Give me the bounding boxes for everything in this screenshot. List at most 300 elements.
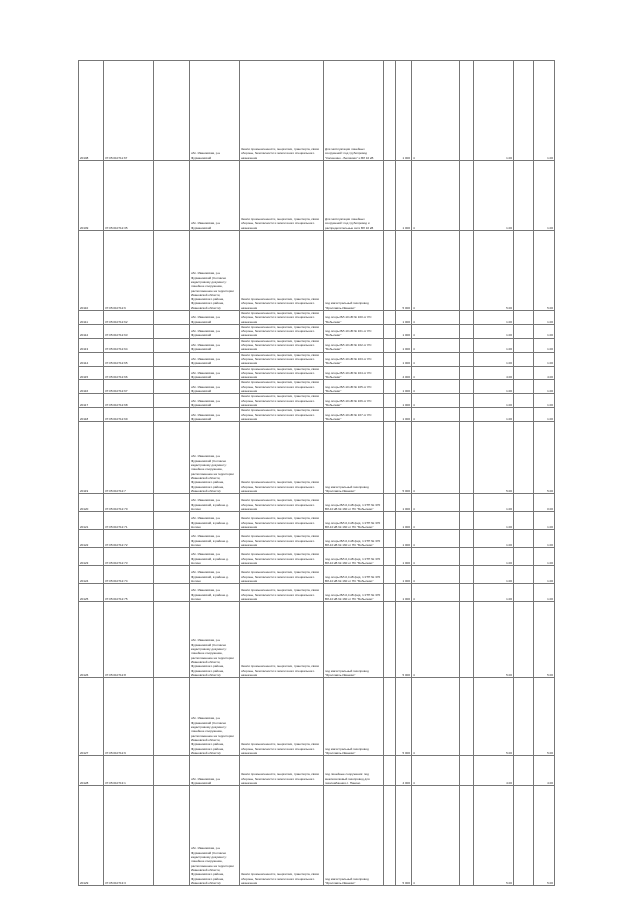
area-cell: 1 000 <box>396 530 412 548</box>
value-cell: 1.00 <box>534 324 555 338</box>
empty-cell <box>384 61 396 161</box>
empty-cell <box>154 548 190 566</box>
empty-cell <box>384 512 396 530</box>
address-cell: обл. Ивановская, р-н Фурмановский (Согласно кадастровому документу: линейное сооружение, расположенное на территории Ивановской области, Фурмановского района, Фурмановского района, Ивановской области) <box>190 231 240 311</box>
empty-cell <box>154 584 190 602</box>
row-number-cell: 20119 <box>79 422 104 494</box>
empty-cell <box>460 566 474 584</box>
address-cell: обл. Ивановская, р-н Фурмановский <box>190 352 240 366</box>
empty-cell <box>384 602 396 678</box>
permitted-use-cell: под опоры ВЛ-0,4 кВ фид. 1 КТП № 370 ВЛ-10 кВ № 160 от ПС "Бобылево" <box>324 530 384 548</box>
empty-cell <box>460 311 474 325</box>
permitted-use-cell: под магистральный газопровод "Ярославль-Иваново" <box>324 602 384 678</box>
rate-cell: 1.00 <box>474 394 514 408</box>
table-row <box>79 566 555 584</box>
area-cell: 1 000 <box>396 380 412 394</box>
cadastral-number-cell: 37:05:010712:68 <box>104 394 154 408</box>
cadastral-number-cell: 37:05:010712:7 <box>104 422 154 494</box>
code-cell: 4 <box>412 678 460 756</box>
rate-cell: 5.00 <box>474 602 514 678</box>
area-cell: 4 000 <box>396 366 412 380</box>
cadastral-number-cell: 37:05:010712:74 <box>104 566 154 584</box>
permitted-use-cell: под опоры ВЛ-10 кВ № 164 от РС "Бобылево" <box>324 366 384 380</box>
address-cell: обл. Ивановская, р-н Фурмановский <box>190 394 240 408</box>
code-cell: 4 <box>412 338 460 352</box>
code-cell: 4 <box>412 602 460 678</box>
value-cell: 1.00 <box>534 566 555 584</box>
empty-cell <box>384 380 396 394</box>
cadastral-number-cell: 37:05:010712:9 <box>104 678 154 756</box>
address-cell: обл. Ивановская, р-н Фурмановский, в районе д. Ногино <box>190 512 240 530</box>
row-number-cell: 20127 <box>79 678 104 756</box>
land-category-cell: Земли промышленности, энергетики, транспорта, связи обороны, безопасности и земли иного специального назначения <box>240 602 324 678</box>
rate-cell: 5.00 <box>474 786 514 886</box>
empty-cell <box>460 408 474 422</box>
permitted-use-cell: под опоры ВЛ-10 кВ № 167 от РС "Бобылево" <box>324 408 384 422</box>
empty-cell <box>460 161 474 231</box>
table-row <box>79 366 555 380</box>
empty-cell <box>514 408 534 422</box>
rate-cell: 1.00 <box>474 408 514 422</box>
empty-cell <box>384 530 396 548</box>
cadastral-number-cell: 37:05:010712:8 <box>104 602 154 678</box>
cadastral-number-cell: 37:05:010712:66 <box>104 366 154 380</box>
empty-cell <box>384 311 396 325</box>
land-category-cell: Земли промышленности, энергетики, транспорта, связи обороны, безопасности и земли иного специального назначения <box>240 380 324 394</box>
row-number-cell: 20111 <box>79 311 104 325</box>
permitted-use-cell: под магистральный газопровод "Ярославль-Иваново" <box>324 678 384 756</box>
value-cell: 1.00 <box>534 408 555 422</box>
cadastral-number-cell: 37:05:010713:1 <box>104 756 154 786</box>
table-row <box>79 512 555 530</box>
empty-cell <box>514 512 534 530</box>
code-cell: 4 <box>412 756 460 786</box>
row-number-cell: 20126 <box>79 602 104 678</box>
empty-cell <box>384 366 396 380</box>
address-cell: обл. Ивановская, р-н Фурмановский, в районе д. Ногино <box>190 494 240 512</box>
empty-cell <box>460 494 474 512</box>
permitted-use-cell: под опоры ВЛ-10 кВ № 162 от РС "Бобылево" <box>324 338 384 352</box>
land-category-cell: Земли промышленности, энергетики, транспорта, связи обороны, безопасности и земли иного специального назначения <box>240 494 324 512</box>
empty-cell <box>460 512 474 530</box>
land-category-cell: Земли промышленности, энергетики, транспорта, связи обороны, безопасности и земли иного специального назначения <box>240 366 324 380</box>
land-category-cell: Земли промышленности, энергетики, транспорта, связи обороны, безопасности и земли иного специального назначения <box>240 231 324 311</box>
code-cell: 4 <box>412 422 460 494</box>
row-number-cell: 20109 <box>79 161 104 231</box>
row-number-cell: 20118 <box>79 408 104 422</box>
value-cell: 1.00 <box>534 548 555 566</box>
empty-cell <box>460 338 474 352</box>
table-row <box>79 61 555 161</box>
address-cell: обл. Ивановская, р-н Фурмановский, в районе д. Ногино <box>190 584 240 602</box>
empty-cell <box>384 231 396 311</box>
area-cell: 1 000 <box>396 338 412 352</box>
empty-cell <box>154 61 190 161</box>
area-cell: 5 000 <box>396 422 412 494</box>
area-cell: 1 000 <box>396 512 412 530</box>
empty-cell <box>460 422 474 494</box>
rate-cell: 1.00 <box>474 380 514 394</box>
cadastral-number-cell: 37:05:010712:63 <box>104 324 154 338</box>
empty-cell <box>154 756 190 786</box>
rate-cell: 1.00 <box>474 311 514 325</box>
empty-cell <box>460 380 474 394</box>
value-cell: 5.00 <box>534 422 555 494</box>
address-cell: обл. Ивановская, р-н Фурмановский (Согласно кадастровому документу: линейное сооружение, расположенное на территории Ивановской области, Фурмановского района, Фурмановского района, Ивановской области) <box>190 422 240 494</box>
code-cell: 4 <box>412 231 460 311</box>
empty-cell <box>514 756 534 786</box>
value-cell: 1.00 <box>534 394 555 408</box>
value-cell: 0.00 <box>534 494 555 512</box>
permitted-use-cell: под опоры ВЛ-10 кВ № 160 от РС "Бобылево" <box>324 311 384 325</box>
empty-cell <box>460 678 474 756</box>
land-category-cell: Земли промышленности, энергетики, транспорта, связи обороны, безопасности и земли иного специального назначения <box>240 678 324 756</box>
value-cell: 5.00 <box>534 678 555 756</box>
permitted-use-cell: под опоры ВЛ-0,4 кВ фид. 1 КТП № 370 ВЛ-10 кВ № 160 от ПС "Бобылево" <box>324 494 384 512</box>
permitted-use-cell: Для эксплуатации линейных сооружений: под трубопровод и распределительные сети ВЛ 10 кВ <box>324 161 384 231</box>
empty-cell <box>384 494 396 512</box>
table-row <box>79 602 555 678</box>
value-cell: 1.00 <box>534 338 555 352</box>
empty-cell <box>154 161 190 231</box>
area-cell: 5 000 <box>396 231 412 311</box>
row-number-cell: 20108 <box>79 61 104 161</box>
empty-cell <box>384 422 396 494</box>
area-cell: 1 000 <box>396 408 412 422</box>
row-number-cell: 20128 <box>79 756 104 786</box>
row-number-cell: 20120 <box>79 494 104 512</box>
land-category-cell: Земли промышленности, энергетики, транспорта, связи обороны, безопасности и земли иного специального назначения <box>240 338 324 352</box>
code-cell: 4 <box>412 366 460 380</box>
land-category-cell: Земли промышленности, энергетики, транспорта, связи обороны, безопасности и земли иного специального назначения <box>240 756 324 786</box>
empty-cell <box>514 678 534 756</box>
empty-cell <box>154 678 190 756</box>
empty-cell <box>384 678 396 756</box>
empty-cell <box>154 324 190 338</box>
permitted-use-cell: под магистральный газопровод "Ярославль-Иваново" <box>324 422 384 494</box>
cadastral-number-cell: 37:05:010712:65 <box>104 352 154 366</box>
value-cell: 5.00 <box>534 602 555 678</box>
empty-cell <box>154 530 190 548</box>
land-category-cell: Земли промышленности, энергетики, транспорта, связи обороны, безопасности и земли иного специального назначения <box>240 584 324 602</box>
empty-cell <box>154 422 190 494</box>
value-cell: 1.00 <box>534 352 555 366</box>
area-cell: 5 000 <box>396 602 412 678</box>
permitted-use-cell: под опоры ВЛ-0,4 кВ фид. 1 КТП № 370 ВЛ-10 кВ № 160 от ПС "Бобылево" <box>324 512 384 530</box>
row-number-cell: 20125 <box>79 584 104 602</box>
empty-cell <box>384 408 396 422</box>
empty-cell <box>514 584 534 602</box>
row-number-cell: 20112 <box>79 324 104 338</box>
empty-cell <box>460 530 474 548</box>
row-number-cell: 20113 <box>79 338 104 352</box>
table-row <box>79 756 555 786</box>
rate-cell: 1.00 <box>474 530 514 548</box>
rate-cell: 1.00 <box>474 548 514 566</box>
address-cell: обл. Ивановская, р-н Фурмановский <box>190 61 240 161</box>
table-row <box>79 394 555 408</box>
cadastral-number-cell: 37:05:010712:6 <box>104 231 154 311</box>
permitted-use-cell: под опоры ВЛ-10 кВ № 163 от РС "Бобылево" <box>324 352 384 366</box>
table-row <box>79 338 555 352</box>
empty-cell <box>154 786 190 886</box>
value-cell: 4.00 <box>534 366 555 380</box>
empty-cell <box>514 161 534 231</box>
rate-cell: 1.00 <box>474 566 514 584</box>
cadastral-number-cell: 37:05:010712:72 <box>104 530 154 548</box>
land-category-cell: Земли промышленности, энергетики, транспорта, связи обороны, безопасности и земли иного специального назначения <box>240 548 324 566</box>
land-plots-table <box>78 60 555 886</box>
land-category-cell: Земли промышленности, энергетики, транспорта, связи обороны, безопасности и земли иного специального назначения <box>240 61 324 161</box>
land-category-cell: Земли промышленности, энергетики, транспорта, связи обороны, безопасности и земли иного специального назначения <box>240 786 324 886</box>
rate-cell: 4.00 <box>474 756 514 786</box>
address-cell: обл. Ивановская, р-н Фурмановский <box>190 161 240 231</box>
table-row <box>79 548 555 566</box>
rate-cell: 1.00 <box>474 584 514 602</box>
cadastral-number-cell: 37:05:010713:3 <box>104 786 154 886</box>
address-cell: обл. Ивановская, р-н Фурмановский <box>190 756 240 786</box>
address-cell: обл. Ивановская, р-н Фурмановский <box>190 311 240 325</box>
area-cell: 1 000 <box>396 394 412 408</box>
rate-cell: 5.00 <box>474 231 514 311</box>
value-cell: 5.00 <box>534 231 555 311</box>
cadastral-number-cell: 37:05:010711:67 <box>104 61 154 161</box>
area-cell: 1 000 <box>396 61 412 161</box>
empty-cell <box>514 324 534 338</box>
cadastral-number-cell: 37:05:010712:70 <box>104 494 154 512</box>
empty-cell <box>384 786 396 886</box>
table-row <box>79 231 555 311</box>
land-category-cell: Земли промышленности, энергетики, транспорта, связи обороны, безопасности и земли иного специального назначения <box>240 352 324 366</box>
permitted-use-cell: Для эксплуатации линейных сооружений: под трубопровод "Колюшино - Беликово" и ВЛ 10 кВ <box>324 61 384 161</box>
empty-cell <box>384 352 396 366</box>
empty-cell <box>384 161 396 231</box>
rate-cell: 1.00 <box>474 161 514 231</box>
empty-cell <box>154 394 190 408</box>
address-cell: обл. Ивановская, р-н Фурмановский <box>190 366 240 380</box>
permitted-use-cell: под опоры ВЛ-0,4 кВ фид. 1 КТП № 370 ВЛ-10 кВ № 160 от ПС "Бобылево" <box>324 548 384 566</box>
address-cell: обл. Ивановская, р-н Фурмановский (Согласно кадастровому документу: линейное сооружение, расположенное на территории Ивановской области, Фурмановского района, Фурмановского района, Ивановской области) <box>190 786 240 886</box>
code-cell: 4 <box>412 566 460 584</box>
table-row <box>79 311 555 325</box>
address-cell: обл. Ивановская, р-н Фурмановский <box>190 338 240 352</box>
empty-cell <box>384 394 396 408</box>
cadastral-number-cell: 37:05:010712:64 <box>104 338 154 352</box>
area-cell: 1 000 <box>396 566 412 584</box>
empty-cell <box>514 422 534 494</box>
area-cell: 1 000 <box>396 548 412 566</box>
value-cell: 1.00 <box>534 380 555 394</box>
empty-cell <box>514 394 534 408</box>
empty-cell <box>384 584 396 602</box>
permitted-use-cell: под магистральный газопровод "Ярославль-Иваново" <box>324 786 384 886</box>
table-row <box>79 352 555 366</box>
empty-cell <box>460 324 474 338</box>
table-row <box>79 786 555 886</box>
code-cell: 4 <box>412 584 460 602</box>
empty-cell <box>460 756 474 786</box>
land-category-cell: Земли промышленности, энергетики, транспорта, связи обороны, безопасности и земли иного специального назначения <box>240 394 324 408</box>
code-cell: 4 <box>412 161 460 231</box>
empty-cell <box>154 602 190 678</box>
empty-cell <box>460 548 474 566</box>
land-category-cell: Земли промышленности, энергетики, транспорта, связи обороны, безопасности и земли иного специального назначения <box>240 161 324 231</box>
rate-cell: 4.00 <box>474 366 514 380</box>
table-body <box>79 61 555 886</box>
value-cell: 1.00 <box>534 512 555 530</box>
empty-cell <box>154 408 190 422</box>
rate-cell: 5.00 <box>474 422 514 494</box>
address-cell: обл. Ивановская, р-н Фурмановский, в районе д. Ногино <box>190 530 240 548</box>
empty-cell <box>154 311 190 325</box>
cadastral-number-cell: 37:05:010712:71 <box>104 512 154 530</box>
area-cell: 1 000 <box>396 494 412 512</box>
value-cell: 1.00 <box>534 161 555 231</box>
table-row <box>79 408 555 422</box>
address-cell: обл. Ивановская, р-н Фурмановский <box>190 380 240 394</box>
empty-cell <box>154 512 190 530</box>
land-category-cell: Земли промышленности, энергетики, транспорта, связи обороны, безопасности и земли иного специального назначения <box>240 311 324 325</box>
address-cell: обл. Ивановская, р-н Фурмановский <box>190 324 240 338</box>
empty-cell <box>154 380 190 394</box>
empty-cell <box>460 584 474 602</box>
address-cell: обл. Ивановская, р-н Фурмановский <box>190 408 240 422</box>
empty-cell <box>384 324 396 338</box>
code-cell: 4 <box>412 786 460 886</box>
empty-cell <box>514 231 534 311</box>
empty-cell <box>514 61 534 161</box>
area-cell: 1 000 <box>396 324 412 338</box>
rate-cell: 1.00 <box>474 494 514 512</box>
code-cell: 4 <box>412 408 460 422</box>
row-number-cell: 20129 <box>79 786 104 886</box>
cadastral-number-cell: 37:05:010712:69 <box>104 408 154 422</box>
cadastral-number-cell: 37:05:010712:73 <box>104 548 154 566</box>
code-cell: 4 <box>412 352 460 366</box>
empty-cell <box>460 61 474 161</box>
rate-cell: 1.00 <box>474 61 514 161</box>
empty-cell <box>460 602 474 678</box>
row-number-cell: 20114 <box>79 352 104 366</box>
code-cell: 4 <box>412 394 460 408</box>
row-number-cell: 20115 <box>79 366 104 380</box>
empty-cell <box>154 366 190 380</box>
table-row <box>79 161 555 231</box>
empty-cell <box>514 338 534 352</box>
area-cell: 1 000 <box>396 311 412 325</box>
table-row <box>79 380 555 394</box>
value-cell: 1.00 <box>534 584 555 602</box>
cadastral-number-cell: 37:05:010712:75 <box>104 584 154 602</box>
empty-cell <box>460 366 474 380</box>
empty-cell <box>384 338 396 352</box>
land-category-cell: Земли промышленности, энергетики, транспорта, связи обороны, безопасности и земли иного специального назначения <box>240 408 324 422</box>
land-category-cell: Земли промышленности, энергетики, транспорта, связи обороны, безопасности и земли иного специального назначения <box>240 512 324 530</box>
permitted-use-cell: под опоры ВЛ-0,4 кВ фид. 1 КТП № 370 ВЛ-10 кВ № 160 от ПС "Бобылево" <box>324 566 384 584</box>
code-cell: 4 <box>412 324 460 338</box>
area-cell: 4 000 <box>396 756 412 786</box>
cadastral-number-cell: 37:05:010712:67 <box>104 380 154 394</box>
code-cell: 4 <box>412 530 460 548</box>
address-cell: обл. Ивановская, р-н Фурмановский, в районе д. Ногино <box>190 548 240 566</box>
empty-cell <box>384 756 396 786</box>
land-category-cell: Земли промышленности, энергетики, транспорта, связи обороны, безопасности и земли иного специального назначения <box>240 566 324 584</box>
row-number-cell: 20121 <box>79 512 104 530</box>
empty-cell <box>460 352 474 366</box>
permitted-use-cell: под опоры ВЛ-10 кВ № 165 от РС "Бобылево" <box>324 380 384 394</box>
permitted-use-cell: под линейные сооружения: под межпоселковый газопровод для газоснабжения с. Панино <box>324 756 384 786</box>
empty-cell <box>514 548 534 566</box>
empty-cell <box>384 566 396 584</box>
area-cell: 5 000 <box>396 786 412 886</box>
rate-cell: 5.00 <box>474 678 514 756</box>
empty-cell <box>514 530 534 548</box>
code-cell: 4 <box>412 512 460 530</box>
land-category-cell: Земли промышленности, энергетики, транспорта, связи обороны, безопасности и земли иного специального назначения <box>240 530 324 548</box>
area-cell: 1 000 <box>396 161 412 231</box>
permitted-use-cell: под магистральный газопровод "Ярославль-Иваново" <box>324 231 384 311</box>
rate-cell: 1.00 <box>474 338 514 352</box>
address-cell: обл. Ивановская, р-н Фурмановский, в районе д. Ногино <box>190 566 240 584</box>
row-number-cell: 20110 <box>79 231 104 311</box>
value-cell: 1.00 <box>534 61 555 161</box>
empty-cell <box>460 786 474 886</box>
empty-cell <box>514 352 534 366</box>
empty-cell <box>154 338 190 352</box>
permitted-use-cell: под опоры ВЛ-10 кВ № 166 от РС "Бобылево" <box>324 394 384 408</box>
permitted-use-cell: под опоры ВЛ-0,4 кВ фид. 1 КТП № 370 ВЛ-10 кВ № 160 от ПС "Бобылево" <box>324 584 384 602</box>
code-cell: 4 <box>412 61 460 161</box>
area-cell: 5 000 <box>396 678 412 756</box>
value-cell: 4.00 <box>534 756 555 786</box>
empty-cell <box>514 311 534 325</box>
address-cell: обл. Ивановская, р-н Фурмановский (Согласно кадастровому документу: линейное сооружение, расположенное на территории Ивановской области, Фурмановского района, Фурмановского района, Ивановской области) <box>190 602 240 678</box>
area-cell: 1 000 <box>396 352 412 366</box>
empty-cell <box>514 494 534 512</box>
row-number-cell: 20123 <box>79 548 104 566</box>
empty-cell <box>154 566 190 584</box>
rate-cell: 1.00 <box>474 352 514 366</box>
table-row <box>79 678 555 756</box>
permitted-use-cell: под опоры ВЛ-10 кВ № 161 от РС "Бобылево" <box>324 324 384 338</box>
empty-cell <box>514 786 534 886</box>
row-number-cell: 20117 <box>79 394 104 408</box>
address-cell: обл. Ивановская, р-н Фурмановский (Согласно кадастровому документу: линейное сооружение, расположенное на территории Ивановской области, Фурмановского района, Фурмановского района, Ивановской области) <box>190 678 240 756</box>
empty-cell <box>514 380 534 394</box>
empty-cell <box>154 231 190 311</box>
cadastral-number-cell: 37:05:010712:35 <box>104 161 154 231</box>
empty-cell <box>460 231 474 311</box>
row-number-cell: 20116 <box>79 380 104 394</box>
table-row <box>79 584 555 602</box>
empty-cell <box>514 566 534 584</box>
land-category-cell: Земли промышленности, энергетики, транспорта, связи обороны, безопасности и земли иного специального назначения <box>240 422 324 494</box>
empty-cell <box>514 366 534 380</box>
code-cell: 4 <box>412 548 460 566</box>
row-number-cell: 20124 <box>79 566 104 584</box>
code-cell: 4 <box>412 494 460 512</box>
area-cell: 1 000 <box>396 584 412 602</box>
land-category-cell: Земли промышленности, энергетики, транспорта, связи обороны, безопасности и земли иного специального назначения <box>240 324 324 338</box>
rate-cell: 1.00 <box>474 512 514 530</box>
empty-cell <box>154 494 190 512</box>
table-row <box>79 422 555 494</box>
table-row <box>79 324 555 338</box>
rate-cell: 1.00 <box>474 324 514 338</box>
value-cell: 1.00 <box>534 530 555 548</box>
code-cell: 4 <box>412 380 460 394</box>
empty-cell <box>514 602 534 678</box>
